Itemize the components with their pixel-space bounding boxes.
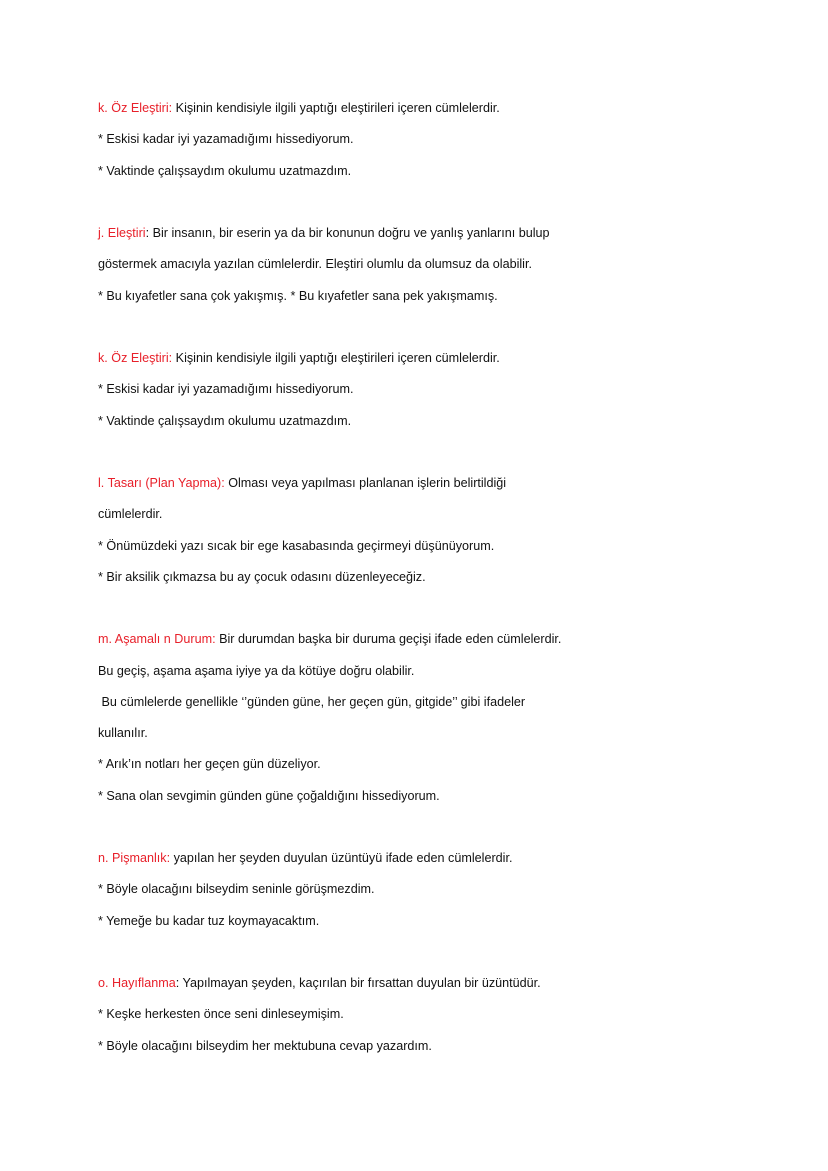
line-text: * Eskisi kadar iyi yazamadığımı hissediyorum. — [98, 382, 354, 397]
definition-section — [98, 343, 738, 437]
example-line — [98, 531, 738, 562]
line-text: : Bir insanın, bir eserin ya da bir konunun doğru ve yanlış yanlarını bulup — [145, 226, 550, 240]
blank-line — [98, 937, 738, 968]
example-line — [98, 874, 738, 905]
line-text: * Böyle olacağını bilseydim seninle görüşmezdim. — [98, 882, 375, 897]
definition-section — [98, 624, 738, 812]
line-text: * Eskisi kadar iyi yazamadığımı hissediyorum. — [98, 132, 354, 147]
section-heading: k. Öz Eleştiri: — [98, 101, 173, 115]
definition-line — [98, 218, 738, 249]
example-line — [98, 156, 738, 187]
line-text: * Önümüzdeki yazı sıcak bir ege kasabasında geçirmeyi düşünüyorum. — [98, 538, 495, 553]
line-text: * Keşke herkesten önce seni dinleseymişim. — [98, 1007, 344, 1022]
definition-line — [98, 93, 738, 124]
example-line — [98, 906, 738, 937]
line-text: Olması veya yapılması planlanan işlerin belirtildiği — [224, 476, 507, 490]
blank-line — [98, 312, 738, 343]
line-text: * Arık’ın notları her geçen gün düzeliyor. — [98, 757, 321, 772]
line-text: cümlelerdir. — [98, 507, 163, 522]
definition-section — [98, 218, 738, 312]
section-heading: o. Hayıflanma — [98, 976, 176, 990]
example-line — [98, 1031, 738, 1062]
example-line — [98, 687, 738, 718]
example-line — [98, 406, 738, 437]
example-line — [98, 999, 738, 1030]
section-heading: m. Aşamalı n Durum: — [98, 632, 216, 647]
blank-line — [98, 593, 738, 624]
line-text: * Vaktinde çalışsaydım okulumu uzatmazdım. — [98, 163, 352, 178]
definition-section — [98, 468, 738, 593]
line-text: * Bir aksilik çıkmazsa bu ay çocuk odasını düzenleyeceğiz. — [98, 569, 426, 584]
example-line — [98, 249, 738, 280]
line-text: Kişinin kendisiyle ilgili yaptığı eleştirileri içeren cümlelerdir. — [172, 351, 500, 365]
example-line — [98, 499, 738, 530]
section-heading: l. Tasarı (Plan Yapma): — [98, 476, 225, 490]
line-text: göstermek amacıyla yazılan cümlelerdir. Eleştiri olumlu da olumsuz da olabilir. — [98, 257, 532, 272]
example-line — [98, 374, 738, 405]
example-line — [98, 749, 738, 780]
section-heading: n. Pişmanlık: — [98, 851, 171, 865]
blank-line — [98, 437, 738, 468]
definition-line — [98, 468, 738, 499]
line-text: : Yapılmayan şeyden, kaçırılan bir fırsattan duyulan bir üzüntüdür. — [175, 976, 541, 990]
definition-line — [98, 343, 738, 374]
line-text: Bir durumdan başka bir duruma geçişi ifade eden cümlelerdir. — [215, 632, 562, 647]
line-text: Bu geçiş, aşama aşama iyiye ya da kötüye doğru olabilir. — [98, 663, 415, 678]
example-line — [98, 781, 738, 812]
example-line — [98, 562, 738, 593]
definition-line — [98, 843, 738, 874]
blank-line — [98, 187, 738, 218]
line-text: yapılan her şeyden duyulan üzüntüyü ifade eden cümlelerdir. — [170, 851, 513, 865]
blank-line — [98, 812, 738, 843]
line-text: * Yemeğe bu kadar tuz koymayacaktım. — [98, 913, 320, 928]
line-text: * Böyle olacağını bilseydim her mektubuna cevap yazardım. — [98, 1038, 432, 1053]
definition-line — [98, 968, 738, 999]
definition-section — [98, 843, 738, 937]
line-text: * Sana olan sevgimin günden güne çoğaldığını hissediyorum. — [98, 788, 440, 803]
example-line — [98, 281, 738, 312]
definition-line — [98, 624, 738, 655]
document-page — [98, 93, 738, 1062]
line-text: * Bu kıyafetler sana çok yakışmış. * Bu kıyafetler sana pek yakışmamış. — [98, 288, 498, 303]
section-heading: j. Eleştiri — [98, 226, 146, 240]
line-text: kullanılır. — [98, 726, 148, 740]
example-line — [98, 656, 738, 687]
definition-section — [98, 93, 738, 187]
example-line — [98, 124, 738, 155]
line-text: Kişinin kendisiyle ilgili yaptığı eleştirileri içeren cümlelerdir. — [172, 101, 500, 115]
definition-section — [98, 968, 738, 1062]
section-heading: k. Öz Eleştiri: — [98, 351, 173, 365]
example-line — [98, 718, 738, 749]
line-text: Bu cümlelerde genellikle ‘’günden güne, her geçen gün, gitgide’’ gibi ifadeler — [98, 694, 526, 709]
line-text: * Vaktinde çalışsaydım okulumu uzatmazdım. — [98, 413, 352, 428]
